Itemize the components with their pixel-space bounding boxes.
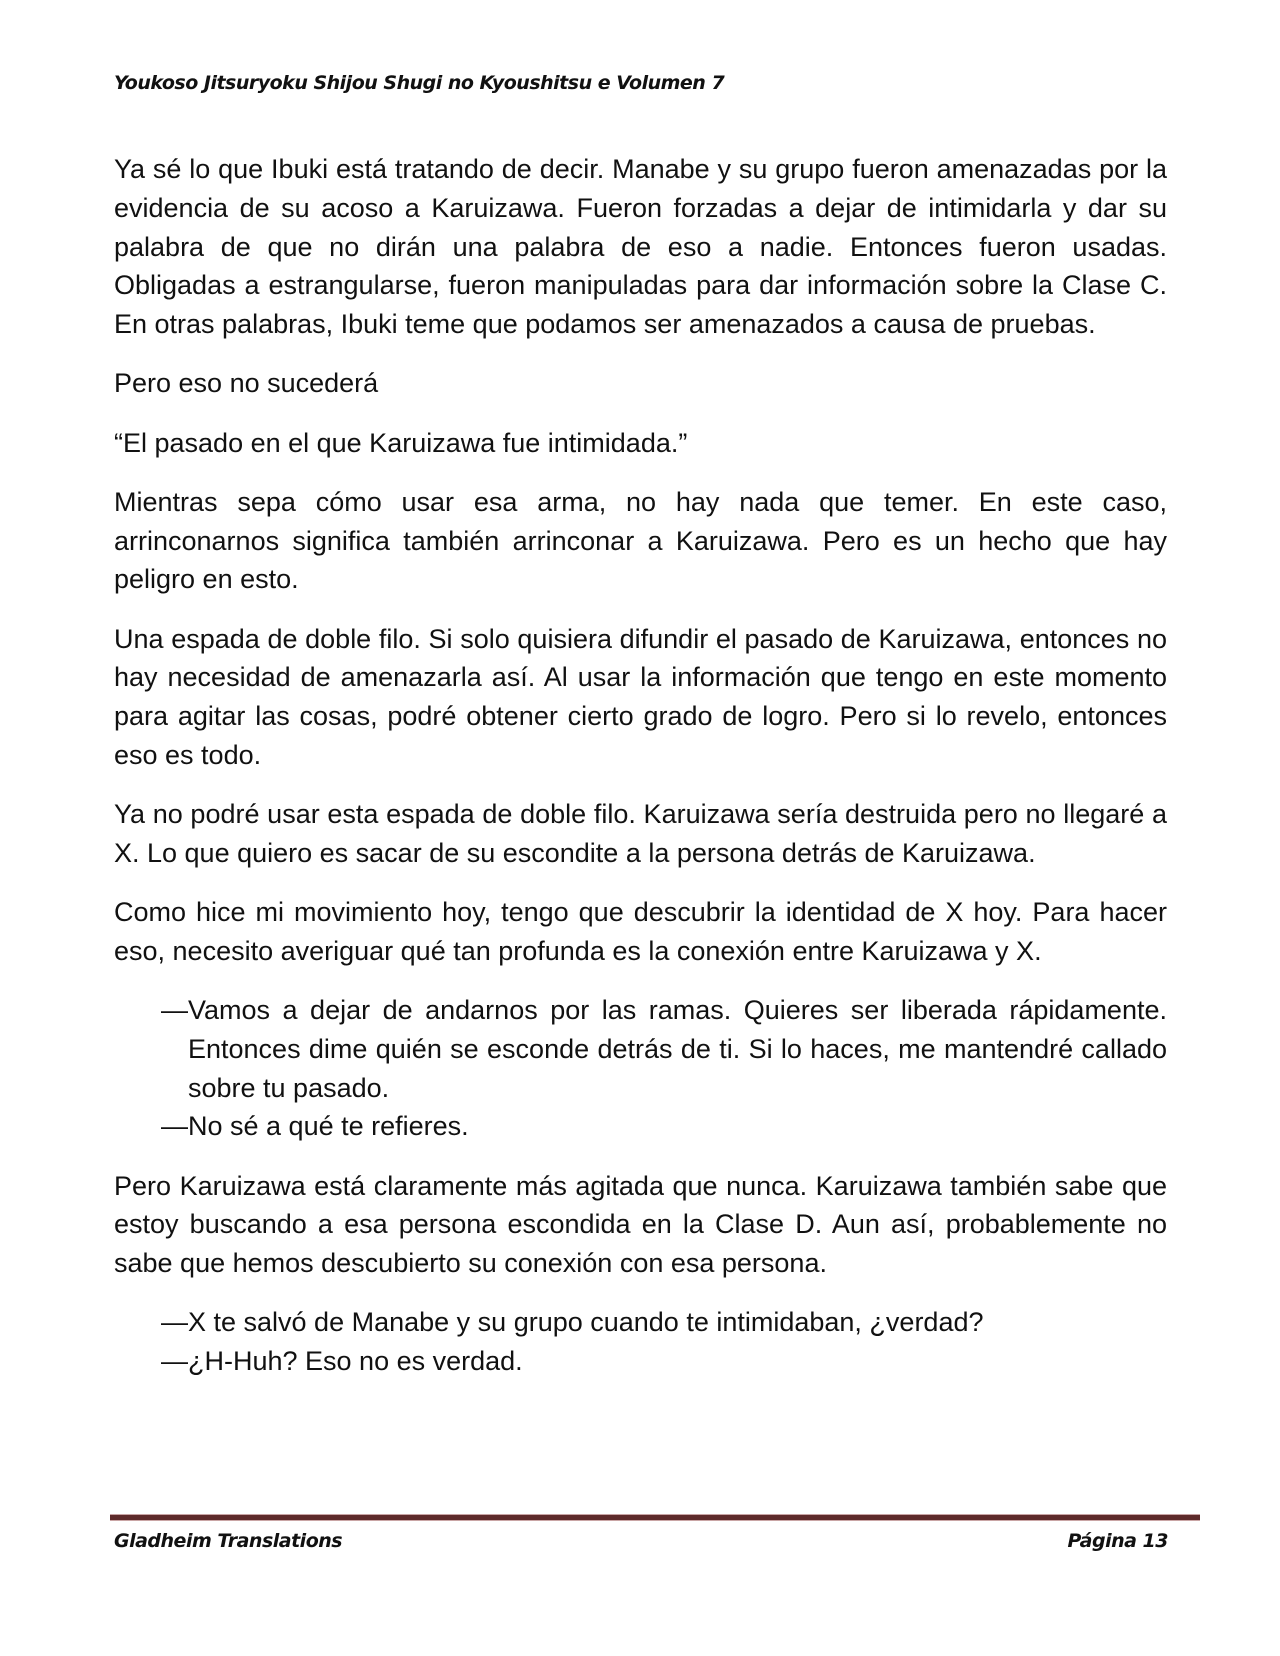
page-body <box>114 150 1167 1401</box>
running-header: Youkoso Jitsuryoku Shijou Shugi no Kyoushitsu e Volumen 7 <box>114 72 725 94</box>
paragraph: Mientras sepa cómo usar esa arma, no hay nada que temer. En este caso, arrinconarnos significa también arrinconar a Karuizawa. Pero es un hecho que hay peligro en esto. <box>114 486 1167 595</box>
em-dash: — <box>161 1111 188 1142</box>
em-dash: — <box>161 1346 188 1377</box>
dialog-text: ¿H-Huh? Eso no es verdad. <box>188 1346 523 1377</box>
paragraph: Pero Karuizawa está claramente más agitada que nunca. Karuizawa también sabe que estoy buscando a esa persona escondida en la Clase D. Aun así, probablemente no sabe que hemos descubierto su conexión con esa persona. <box>114 1170 1167 1279</box>
dialog-text: Vamos a dejar de andarnos por las ramas. Quieres ser liberada rápidamente. Entonces dime quién se esconde detrás de ti. Si lo haces, me mantendré callado sobre tu pasado. <box>188 995 1167 1103</box>
em-dash: — <box>161 995 188 1026</box>
em-dash: — <box>161 1307 188 1338</box>
paragraph: Una espada de doble filo. Si solo quisiera difundir el pasado de Karuizawa, entonces no hay necesidad de amenazarla así. Al usar la información que tengo en este momento para agitar las cosas, podré obtener cierto grado de logro. Pero si lo revelo, entonces eso es todo. <box>114 623 1167 770</box>
dialog-line <box>114 1107 1167 1146</box>
paragraph: “El pasado en el que Karuizawa fue intimidada.” <box>114 427 688 458</box>
footer-page-number: Página 13 <box>1067 1530 1168 1552</box>
paragraph: Ya no podré usar esta espada de doble filo. Karuizawa sería destruida pero no llegaré a X. Lo que quiero es sacar de su escondite a la persona detrás de Karuizawa. <box>114 799 1167 868</box>
paragraph: Ya sé lo que Ibuki está tratando de decir. Manabe y su grupo fueron amenazadas por la evidencia de su acoso a Karuizawa. Fueron forzadas a dejar de intimidarla y dar su palabra de que no dirán una palabra de eso a nadie. Entonces fueron usadas. Obligadas a estrangularse, fueron manipuladas para dar información sobre la Clase C. En otras palabras, Ibuki teme que podamos ser amenazados a causa de pruebas. <box>114 154 1167 340</box>
footer-rule <box>110 1514 1200 1521</box>
dialog-text: No sé a qué te refieres. <box>188 1111 469 1142</box>
footer-translator: Gladheim Translations <box>114 1530 343 1552</box>
dialog-line <box>114 991 1167 1107</box>
dialog-line <box>114 1303 1167 1342</box>
dialog-block <box>114 1303 1167 1381</box>
dialog-block <box>114 991 1167 1146</box>
paragraph: Como hice mi movimiento hoy, tengo que descubrir la identidad de X hoy. Para hacer eso, necesito averiguar qué tan profunda es la conexión entre Karuizawa y X. <box>114 897 1167 966</box>
dialog-text: X te salvó de Manabe y su grupo cuando te intimidaban, ¿verdad? <box>188 1307 984 1338</box>
paragraph: Pero eso no sucederá <box>114 368 379 399</box>
dialog-line <box>114 1342 1167 1381</box>
